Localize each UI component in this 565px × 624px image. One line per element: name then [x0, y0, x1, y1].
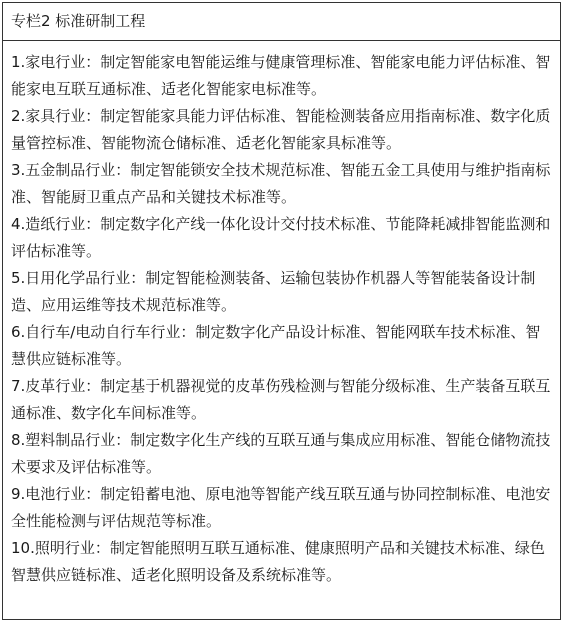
- list-item: 2.家具行业：制定智能家具能力评估标准、智能检测装备应用指南标准、数字化质量管控标准、智能物流仓储标准、适老化智能家具标准等。: [11, 107, 551, 152]
- list-item: 3.五金制品行业：制定智能锁安全技术规范标准、智能五金工具使用与维护指南标准、智能厨卫重点产品和关键技术标准等。: [11, 161, 551, 206]
- list-item: 9.电池行业：制定铅蓄电池、原电池等智能产线互联互通与协同控制标准、电池安全性能检测与评估规范等标准。: [11, 485, 551, 530]
- list-item: 5.日用化学品行业：制定智能检测装备、运输包装协作机器人等智能装备设计制造、应用运维等技术规范标准等。: [11, 269, 536, 314]
- list-item: 4.造纸行业：制定数字化产线一体化设计交付技术标准、节能降耗减排智能监测和评估标准等。: [11, 215, 551, 260]
- item-list: [3, 41, 560, 589]
- list-item: 1.家电行业：制定智能家电智能运维与健康管理标准、智能家电能力评估标准、智能家电互联互通标准、适老化智能家电标准等。: [11, 53, 551, 98]
- list-item: 6.自行车/电动自行车行业：制定数字化产品设计标准、智能网联车技术标准、智慧供应链标准等。: [11, 323, 541, 368]
- list-item: 10.照明行业：制定智能照明互联互通标准、健康照明产品和关键技术标准、绿色智慧供应链标准、适老化照明设备及系统标准等。: [11, 539, 545, 584]
- column-box: [2, 2, 561, 620]
- column-title: 专栏2 标准研制工程: [3, 3, 560, 41]
- list-item: 7.皮革行业：制定基于机器视觉的皮革伤残检测与智能分级标准、生产装备互联互通标准、数字化车间标准等。: [11, 377, 551, 422]
- list-item: 8.塑料制品行业：制定数字化生产线的互联互通与集成应用标准、智能仓储物流技术要求及评估标准等。: [11, 431, 551, 476]
